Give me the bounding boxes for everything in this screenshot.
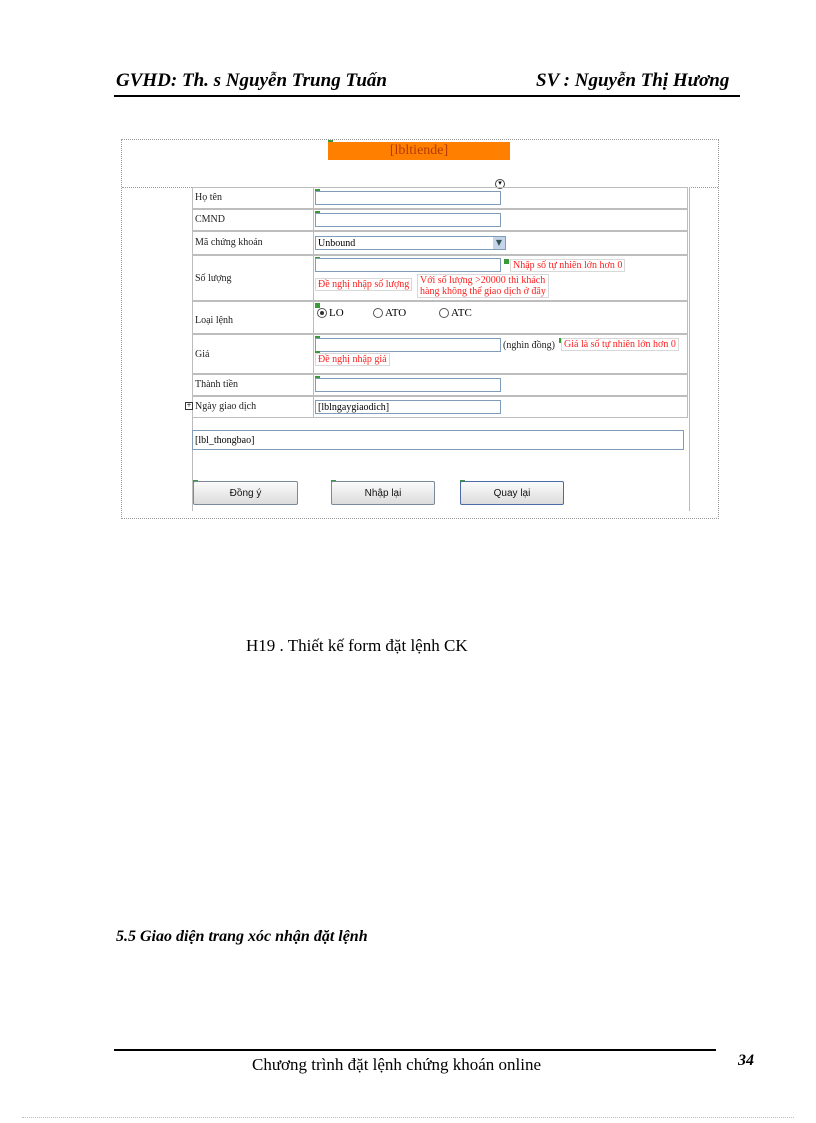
footer-text: Chương trình đặt lệnh chứng khoán online	[252, 1055, 541, 1074]
row-cmnd	[192, 209, 688, 231]
dong-y-button[interactable]: Đồng ý	[193, 481, 298, 505]
gia-natural-error: Giá là số tự nhiên lớn hơn 0	[561, 338, 679, 351]
quay-lai-button[interactable]: Quay lại	[460, 481, 564, 505]
radio-lo[interactable]	[317, 307, 344, 319]
section-heading: 5.5 Giao diện trang xóc nhận đặt lệnh	[116, 928, 368, 945]
chevron-down-icon[interactable]: ▼	[493, 237, 505, 249]
ma-chung-khoan-value: Unbound	[318, 238, 356, 249]
so-luong-limit-error	[417, 274, 549, 298]
thong-bao-label: [lbl_thongbao]	[192, 430, 684, 450]
gia-required-error: Đề nghị nhập giá	[315, 353, 390, 366]
row-thanh-tien	[192, 374, 688, 396]
header-rule	[114, 95, 740, 97]
ma-chung-khoan-select[interactable]	[315, 236, 506, 250]
radio-ato[interactable]	[373, 307, 406, 319]
gia-unit: (nghìn đồng)	[503, 340, 555, 351]
ho-ten-input[interactable]	[315, 191, 501, 205]
expand-icon[interactable]: +	[186, 402, 192, 409]
limit-error-line-1: Với số lượng >20000 thì khách	[420, 275, 546, 286]
gia-input[interactable]	[315, 338, 501, 352]
radio-ato-label: ATO	[385, 307, 407, 319]
row-loai-lenh	[192, 301, 688, 334]
header-advisor: GVHD: Th. s Nguyễn Trung Tuấn	[116, 70, 387, 91]
row-ma-chung-khoan	[192, 231, 688, 255]
cmnd-input[interactable]	[315, 213, 501, 227]
ngay-giao-dich-label: [lblngaygiaodich]	[315, 400, 501, 414]
page-bottom-border	[22, 1117, 794, 1118]
so-luong-required-error: Đề nghị nhập số lượng	[315, 278, 412, 291]
label-gia: Giá	[195, 349, 210, 360]
figure-caption: H19 . Thiết kế form đặt lệnh CK	[246, 636, 468, 655]
row-ngay-giao-dich	[192, 396, 688, 418]
label-ngay-giao-dich: Ngày giao dịch	[195, 401, 257, 412]
label-ho-ten: Họ tên	[195, 192, 222, 203]
label-thanh-tien: Thành tiền	[195, 379, 239, 390]
radio-icon	[439, 308, 449, 318]
so-luong-input[interactable]	[315, 258, 501, 272]
title-label: [lbltiende]	[328, 142, 510, 160]
row-ho-ten	[192, 187, 688, 209]
header-student: SV : Nguyễn Thị Hương	[536, 70, 730, 91]
label-so-luong: Số lượng	[195, 273, 232, 284]
footer-rule	[114, 1049, 716, 1051]
radio-icon	[373, 308, 383, 318]
radio-selected-icon	[317, 308, 327, 318]
label-loai-lenh: Loại lệnh	[195, 315, 234, 326]
radio-atc[interactable]	[439, 307, 472, 319]
thanh-tien-input[interactable]	[315, 378, 501, 392]
limit-error-line-2: hàng không thể giao dịch ở đây	[420, 286, 546, 297]
label-cmnd: CMND	[195, 214, 226, 225]
collapse-icon[interactable]: ▾	[495, 179, 505, 189]
control-marker-icon	[504, 259, 509, 264]
row-so-luong	[192, 255, 688, 301]
so-luong-natural-error: Nhập số tự nhiên lớn hơn 0	[510, 259, 625, 272]
radio-atc-label: ATC	[451, 307, 472, 319]
nhap-lai-button[interactable]: Nhập lại	[331, 481, 435, 505]
page-number: 34	[738, 1052, 754, 1069]
row-gia	[192, 334, 688, 374]
label-ma-chung-khoan: Mã chứng khoán	[195, 237, 263, 248]
radio-lo-label: LO	[329, 307, 344, 319]
form-design-figure	[121, 139, 719, 519]
